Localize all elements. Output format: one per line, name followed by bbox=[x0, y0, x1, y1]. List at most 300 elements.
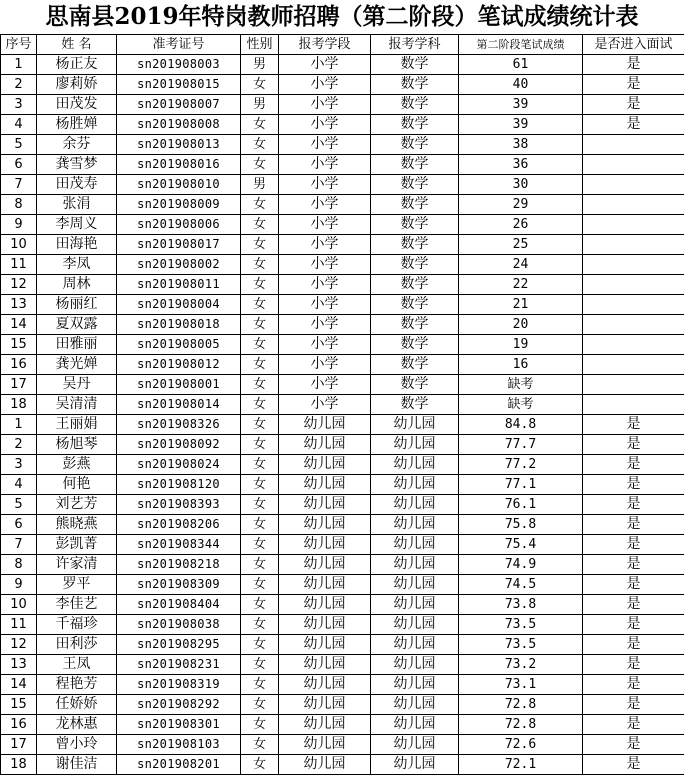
table-row bbox=[1, 295, 684, 315]
table-row bbox=[1, 395, 684, 415]
name-cell: 罗平 bbox=[37, 575, 117, 595]
subject-cell: 幼儿园 bbox=[371, 615, 459, 635]
interview-cell: 是 bbox=[583, 615, 684, 635]
exam-id-cell: sn201908014 bbox=[117, 395, 241, 415]
exam-id-cell: sn201908201 bbox=[117, 755, 241, 775]
score-cell: 77.2 bbox=[459, 455, 583, 475]
subject-cell: 数学 bbox=[371, 275, 459, 295]
interview-cell: 是 bbox=[583, 415, 684, 435]
name-cell: 田雅丽 bbox=[37, 335, 117, 355]
table-row bbox=[1, 515, 684, 535]
subject-cell: 数学 bbox=[371, 55, 459, 75]
subject-cell: 幼儿园 bbox=[371, 475, 459, 495]
header-score: 第二阶段笔试成绩 bbox=[459, 35, 583, 55]
row-no-cell: 15 bbox=[1, 695, 37, 715]
table-row bbox=[1, 755, 684, 775]
subject-cell: 幼儿园 bbox=[371, 755, 459, 775]
interview-cell bbox=[583, 395, 684, 415]
score-cell: 20 bbox=[459, 315, 583, 335]
interview-cell: 是 bbox=[583, 675, 684, 695]
interview-cell: 是 bbox=[583, 435, 684, 455]
row-no-cell: 12 bbox=[1, 275, 37, 295]
exam-id-cell: sn201908092 bbox=[117, 435, 241, 455]
sex-cell: 女 bbox=[241, 235, 279, 255]
interview-cell: 是 bbox=[583, 595, 684, 615]
table-row bbox=[1, 275, 684, 295]
exam-id-cell: sn201908001 bbox=[117, 375, 241, 395]
exam-id-cell: sn201908006 bbox=[117, 215, 241, 235]
table-row bbox=[1, 455, 684, 475]
interview-cell: 是 bbox=[583, 115, 684, 135]
row-no-cell: 16 bbox=[1, 355, 37, 375]
row-no-cell: 14 bbox=[1, 315, 37, 335]
subject-cell: 数学 bbox=[371, 295, 459, 315]
score-cell: 72.8 bbox=[459, 715, 583, 735]
name-cell: 周林 bbox=[37, 275, 117, 295]
level-cell: 幼儿园 bbox=[279, 635, 371, 655]
interview-cell: 是 bbox=[583, 755, 684, 775]
interview-cell bbox=[583, 335, 684, 355]
row-no-cell: 18 bbox=[1, 755, 37, 775]
level-cell: 幼儿园 bbox=[279, 555, 371, 575]
interview-cell bbox=[583, 135, 684, 155]
name-cell: 吴丹 bbox=[37, 375, 117, 395]
interview-cell: 是 bbox=[583, 75, 684, 95]
level-cell: 幼儿园 bbox=[279, 575, 371, 595]
score-cell: 26 bbox=[459, 215, 583, 235]
score-cell: 75.8 bbox=[459, 515, 583, 535]
table-row bbox=[1, 175, 684, 195]
score-cell: 77.7 bbox=[459, 435, 583, 455]
sex-cell: 女 bbox=[241, 515, 279, 535]
level-cell: 幼儿园 bbox=[279, 475, 371, 495]
score-cell: 61 bbox=[459, 55, 583, 75]
name-cell: 李佳艺 bbox=[37, 595, 117, 615]
sex-cell: 女 bbox=[241, 375, 279, 395]
interview-cell bbox=[583, 195, 684, 215]
subject-cell: 数学 bbox=[371, 235, 459, 255]
table-row bbox=[1, 595, 684, 615]
level-cell: 小学 bbox=[279, 115, 371, 135]
row-no-cell: 9 bbox=[1, 215, 37, 235]
sex-cell: 女 bbox=[241, 655, 279, 675]
name-cell: 廖莉娇 bbox=[37, 75, 117, 95]
interview-cell bbox=[583, 315, 684, 335]
sex-cell: 女 bbox=[241, 155, 279, 175]
exam-id-cell: sn201908301 bbox=[117, 715, 241, 735]
row-no-cell: 3 bbox=[1, 455, 37, 475]
sex-cell: 女 bbox=[241, 555, 279, 575]
score-cell: 73.2 bbox=[459, 655, 583, 675]
row-no-cell: 2 bbox=[1, 435, 37, 455]
level-cell: 幼儿园 bbox=[279, 735, 371, 755]
name-cell: 谢佳洁 bbox=[37, 755, 117, 775]
name-cell: 程艳芳 bbox=[37, 675, 117, 695]
name-cell: 余芬 bbox=[37, 135, 117, 155]
subject-cell: 幼儿园 bbox=[371, 655, 459, 675]
interview-cell: 是 bbox=[583, 575, 684, 595]
subject-cell: 数学 bbox=[371, 315, 459, 335]
score-cell: 72.6 bbox=[459, 735, 583, 755]
row-no-cell: 13 bbox=[1, 295, 37, 315]
row-no-cell: 11 bbox=[1, 255, 37, 275]
level-cell: 小学 bbox=[279, 395, 371, 415]
table-row bbox=[1, 355, 684, 375]
level-cell: 小学 bbox=[279, 255, 371, 275]
exam-id-cell: sn201908103 bbox=[117, 735, 241, 755]
table-row bbox=[1, 255, 684, 275]
sex-cell: 女 bbox=[241, 735, 279, 755]
name-cell: 刘艺芳 bbox=[37, 495, 117, 515]
sex-cell: 女 bbox=[241, 315, 279, 335]
header-no: 序号 bbox=[1, 35, 37, 55]
name-cell: 曾小玲 bbox=[37, 735, 117, 755]
name-cell: 李周义 bbox=[37, 215, 117, 235]
sex-cell: 女 bbox=[241, 575, 279, 595]
score-cell: 25 bbox=[459, 235, 583, 255]
header-name: 姓 名 bbox=[37, 35, 117, 55]
subject-cell: 数学 bbox=[371, 175, 459, 195]
interview-cell: 是 bbox=[583, 715, 684, 735]
table-row bbox=[1, 215, 684, 235]
subject-cell: 数学 bbox=[371, 135, 459, 155]
interview-cell: 是 bbox=[583, 515, 684, 535]
row-no-cell: 3 bbox=[1, 95, 37, 115]
subject-cell: 幼儿园 bbox=[371, 575, 459, 595]
interview-cell: 是 bbox=[583, 55, 684, 75]
exam-id-cell: sn201908007 bbox=[117, 95, 241, 115]
name-cell: 田茂发 bbox=[37, 95, 117, 115]
score-cell: 73.5 bbox=[459, 635, 583, 655]
row-no-cell: 9 bbox=[1, 575, 37, 595]
score-cell: 75.4 bbox=[459, 535, 583, 555]
exam-id-cell: sn201908012 bbox=[117, 355, 241, 375]
exam-id-cell: sn201908218 bbox=[117, 555, 241, 575]
table-row bbox=[1, 135, 684, 155]
subject-cell: 数学 bbox=[371, 335, 459, 355]
score-table bbox=[0, 34, 684, 775]
sex-cell: 女 bbox=[241, 675, 279, 695]
level-cell: 幼儿园 bbox=[279, 675, 371, 695]
exam-id-cell: sn201908309 bbox=[117, 575, 241, 595]
subject-cell: 数学 bbox=[371, 75, 459, 95]
subject-cell: 数学 bbox=[371, 155, 459, 175]
subject-cell: 数学 bbox=[371, 395, 459, 415]
subject-cell: 幼儿园 bbox=[371, 515, 459, 535]
name-cell: 龚雪梦 bbox=[37, 155, 117, 175]
level-cell: 幼儿园 bbox=[279, 455, 371, 475]
level-cell: 小学 bbox=[279, 295, 371, 315]
name-cell: 王丽娟 bbox=[37, 415, 117, 435]
row-no-cell: 6 bbox=[1, 515, 37, 535]
score-cell: 16 bbox=[459, 355, 583, 375]
row-no-cell: 16 bbox=[1, 715, 37, 735]
sex-cell: 女 bbox=[241, 455, 279, 475]
interview-cell: 是 bbox=[583, 455, 684, 475]
sex-cell: 男 bbox=[241, 55, 279, 75]
row-no-cell: 8 bbox=[1, 195, 37, 215]
sex-cell: 女 bbox=[241, 755, 279, 775]
row-no-cell: 6 bbox=[1, 155, 37, 175]
level-cell: 幼儿园 bbox=[279, 535, 371, 555]
header-level: 报考学段 bbox=[279, 35, 371, 55]
table-row bbox=[1, 615, 684, 635]
name-cell: 张涓 bbox=[37, 195, 117, 215]
subject-cell: 数学 bbox=[371, 375, 459, 395]
level-cell: 小学 bbox=[279, 155, 371, 175]
interview-cell: 是 bbox=[583, 735, 684, 755]
header-interview: 是否进入面试 bbox=[583, 35, 684, 55]
row-no-cell: 11 bbox=[1, 615, 37, 635]
sex-cell: 女 bbox=[241, 715, 279, 735]
name-cell: 吴清清 bbox=[37, 395, 117, 415]
table-row bbox=[1, 695, 684, 715]
name-cell: 任娇娇 bbox=[37, 695, 117, 715]
table-row bbox=[1, 475, 684, 495]
subject-cell: 幼儿园 bbox=[371, 555, 459, 575]
row-no-cell: 10 bbox=[1, 595, 37, 615]
exam-id-cell: sn201908326 bbox=[117, 415, 241, 435]
score-cell: 76.1 bbox=[459, 495, 583, 515]
score-cell: 74.9 bbox=[459, 555, 583, 575]
score-cell: 缺考 bbox=[459, 375, 583, 395]
subject-cell: 数学 bbox=[371, 115, 459, 135]
exam-id-cell: sn201908010 bbox=[117, 175, 241, 195]
subject-cell: 幼儿园 bbox=[371, 535, 459, 555]
sex-cell: 女 bbox=[241, 495, 279, 515]
sex-cell: 女 bbox=[241, 395, 279, 415]
interview-cell bbox=[583, 235, 684, 255]
level-cell: 幼儿园 bbox=[279, 495, 371, 515]
sex-cell: 男 bbox=[241, 95, 279, 115]
score-cell: 72.8 bbox=[459, 695, 583, 715]
table-row bbox=[1, 575, 684, 595]
name-cell: 何艳 bbox=[37, 475, 117, 495]
score-cell: 39 bbox=[459, 115, 583, 135]
score-cell: 22 bbox=[459, 275, 583, 295]
score-cell: 缺考 bbox=[459, 395, 583, 415]
table-row bbox=[1, 715, 684, 735]
interview-cell: 是 bbox=[583, 95, 684, 115]
interview-cell bbox=[583, 155, 684, 175]
sex-cell: 女 bbox=[241, 615, 279, 635]
sex-cell: 女 bbox=[241, 415, 279, 435]
name-cell: 许家清 bbox=[37, 555, 117, 575]
sex-cell: 女 bbox=[241, 595, 279, 615]
name-cell: 彭燕 bbox=[37, 455, 117, 475]
table-row bbox=[1, 155, 684, 175]
subject-cell: 幼儿园 bbox=[371, 455, 459, 475]
name-cell: 杨丽红 bbox=[37, 295, 117, 315]
interview-cell bbox=[583, 295, 684, 315]
interview-cell: 是 bbox=[583, 495, 684, 515]
subject-cell: 幼儿园 bbox=[371, 595, 459, 615]
table-row bbox=[1, 75, 684, 95]
level-cell: 小学 bbox=[279, 215, 371, 235]
subject-cell: 数学 bbox=[371, 95, 459, 115]
score-cell: 73.8 bbox=[459, 595, 583, 615]
exam-id-cell: sn201908009 bbox=[117, 195, 241, 215]
score-cell: 19 bbox=[459, 335, 583, 355]
exam-id-cell: sn201908292 bbox=[117, 695, 241, 715]
score-cell: 36 bbox=[459, 155, 583, 175]
table-row bbox=[1, 375, 684, 395]
table-row bbox=[1, 535, 684, 555]
sex-cell: 女 bbox=[241, 475, 279, 495]
row-no-cell: 7 bbox=[1, 175, 37, 195]
table-row bbox=[1, 235, 684, 255]
name-cell: 夏双露 bbox=[37, 315, 117, 335]
interview-cell: 是 bbox=[583, 635, 684, 655]
sex-cell: 女 bbox=[241, 75, 279, 95]
score-cell: 39 bbox=[459, 95, 583, 115]
level-cell: 小学 bbox=[279, 195, 371, 215]
exam-id-cell: sn201908344 bbox=[117, 535, 241, 555]
row-no-cell: 1 bbox=[1, 415, 37, 435]
interview-cell bbox=[583, 355, 684, 375]
level-cell: 小学 bbox=[279, 335, 371, 355]
exam-id-cell: sn201908393 bbox=[117, 495, 241, 515]
exam-id-cell: sn201908231 bbox=[117, 655, 241, 675]
table-row bbox=[1, 735, 684, 755]
header-exam-id: 准考证号 bbox=[117, 35, 241, 55]
sex-cell: 女 bbox=[241, 275, 279, 295]
row-no-cell: 13 bbox=[1, 655, 37, 675]
name-cell: 龙林惠 bbox=[37, 715, 117, 735]
interview-cell bbox=[583, 175, 684, 195]
row-no-cell: 12 bbox=[1, 635, 37, 655]
name-cell: 田茂寿 bbox=[37, 175, 117, 195]
table-row bbox=[1, 555, 684, 575]
row-no-cell: 2 bbox=[1, 75, 37, 95]
row-no-cell: 8 bbox=[1, 555, 37, 575]
level-cell: 小学 bbox=[279, 315, 371, 335]
sex-cell: 女 bbox=[241, 135, 279, 155]
level-cell: 小学 bbox=[279, 95, 371, 115]
level-cell: 小学 bbox=[279, 175, 371, 195]
level-cell: 小学 bbox=[279, 55, 371, 75]
sex-cell: 女 bbox=[241, 335, 279, 355]
subject-cell: 数学 bbox=[371, 195, 459, 215]
row-no-cell: 14 bbox=[1, 675, 37, 695]
table-row bbox=[1, 435, 684, 455]
subject-cell: 幼儿园 bbox=[371, 695, 459, 715]
level-cell: 幼儿园 bbox=[279, 755, 371, 775]
table-row bbox=[1, 415, 684, 435]
table-row bbox=[1, 335, 684, 355]
name-cell: 彭凯菁 bbox=[37, 535, 117, 555]
exam-id-cell: sn201908002 bbox=[117, 255, 241, 275]
exam-id-cell: sn201908005 bbox=[117, 335, 241, 355]
name-cell: 李凤 bbox=[37, 255, 117, 275]
sex-cell: 女 bbox=[241, 295, 279, 315]
table-row bbox=[1, 675, 684, 695]
sex-cell: 女 bbox=[241, 435, 279, 455]
name-cell: 田利莎 bbox=[37, 635, 117, 655]
row-no-cell: 17 bbox=[1, 735, 37, 755]
sex-cell: 女 bbox=[241, 255, 279, 275]
table-row bbox=[1, 655, 684, 675]
level-cell: 幼儿园 bbox=[279, 715, 371, 735]
name-cell: 杨正友 bbox=[37, 55, 117, 75]
subject-cell: 数学 bbox=[371, 355, 459, 375]
level-cell: 幼儿园 bbox=[279, 655, 371, 675]
score-cell: 74.5 bbox=[459, 575, 583, 595]
subject-cell: 幼儿园 bbox=[371, 635, 459, 655]
score-cell: 24 bbox=[459, 255, 583, 275]
exam-id-cell: sn201908004 bbox=[117, 295, 241, 315]
subject-cell: 数学 bbox=[371, 215, 459, 235]
level-cell: 幼儿园 bbox=[279, 435, 371, 455]
level-cell: 幼儿园 bbox=[279, 595, 371, 615]
table-row bbox=[1, 195, 684, 215]
subject-cell: 数学 bbox=[371, 255, 459, 275]
level-cell: 幼儿园 bbox=[279, 695, 371, 715]
interview-cell: 是 bbox=[583, 555, 684, 575]
interview-cell bbox=[583, 275, 684, 295]
subject-cell: 幼儿园 bbox=[371, 715, 459, 735]
score-cell: 30 bbox=[459, 175, 583, 195]
header-sex: 性别 bbox=[241, 35, 279, 55]
row-no-cell: 17 bbox=[1, 375, 37, 395]
level-cell: 幼儿园 bbox=[279, 515, 371, 535]
exam-id-cell: sn201908319 bbox=[117, 675, 241, 695]
name-cell: 王凤 bbox=[37, 655, 117, 675]
subject-cell: 幼儿园 bbox=[371, 415, 459, 435]
page-title: 思南县2019年特岗教师招聘（第二阶段）笔试成绩统计表 bbox=[45, 3, 639, 30]
exam-id-cell: sn201908013 bbox=[117, 135, 241, 155]
exam-id-cell: sn201908404 bbox=[117, 595, 241, 615]
header-row bbox=[1, 35, 684, 55]
level-cell: 幼儿园 bbox=[279, 615, 371, 635]
interview-cell bbox=[583, 375, 684, 395]
sex-cell: 女 bbox=[241, 215, 279, 235]
exam-id-cell: sn201908016 bbox=[117, 155, 241, 175]
name-cell: 熊晓燕 bbox=[37, 515, 117, 535]
subject-cell: 幼儿园 bbox=[371, 435, 459, 455]
row-no-cell: 4 bbox=[1, 115, 37, 135]
score-cell: 21 bbox=[459, 295, 583, 315]
table-row bbox=[1, 495, 684, 515]
interview-cell: 是 bbox=[583, 535, 684, 555]
exam-id-cell: sn201908015 bbox=[117, 75, 241, 95]
sex-cell: 女 bbox=[241, 195, 279, 215]
row-no-cell: 18 bbox=[1, 395, 37, 415]
score-cell: 72.1 bbox=[459, 755, 583, 775]
name-cell: 田海艳 bbox=[37, 235, 117, 255]
exam-id-cell: sn201908038 bbox=[117, 615, 241, 635]
exam-id-cell: sn201908206 bbox=[117, 515, 241, 535]
level-cell: 幼儿园 bbox=[279, 415, 371, 435]
score-cell: 84.8 bbox=[459, 415, 583, 435]
row-no-cell: 4 bbox=[1, 475, 37, 495]
sex-cell: 女 bbox=[241, 535, 279, 555]
name-cell: 杨旭琴 bbox=[37, 435, 117, 455]
row-no-cell: 5 bbox=[1, 135, 37, 155]
level-cell: 小学 bbox=[279, 235, 371, 255]
name-cell: 杨胜婵 bbox=[37, 115, 117, 135]
row-no-cell: 5 bbox=[1, 495, 37, 515]
subject-cell: 幼儿园 bbox=[371, 675, 459, 695]
sex-cell: 女 bbox=[241, 355, 279, 375]
score-cell: 29 bbox=[459, 195, 583, 215]
table-body bbox=[1, 55, 684, 775]
exam-id-cell: sn201908120 bbox=[117, 475, 241, 495]
row-no-cell: 15 bbox=[1, 335, 37, 355]
header-subject: 报考学科 bbox=[371, 35, 459, 55]
table-row bbox=[1, 95, 684, 115]
exam-id-cell: sn201908017 bbox=[117, 235, 241, 255]
